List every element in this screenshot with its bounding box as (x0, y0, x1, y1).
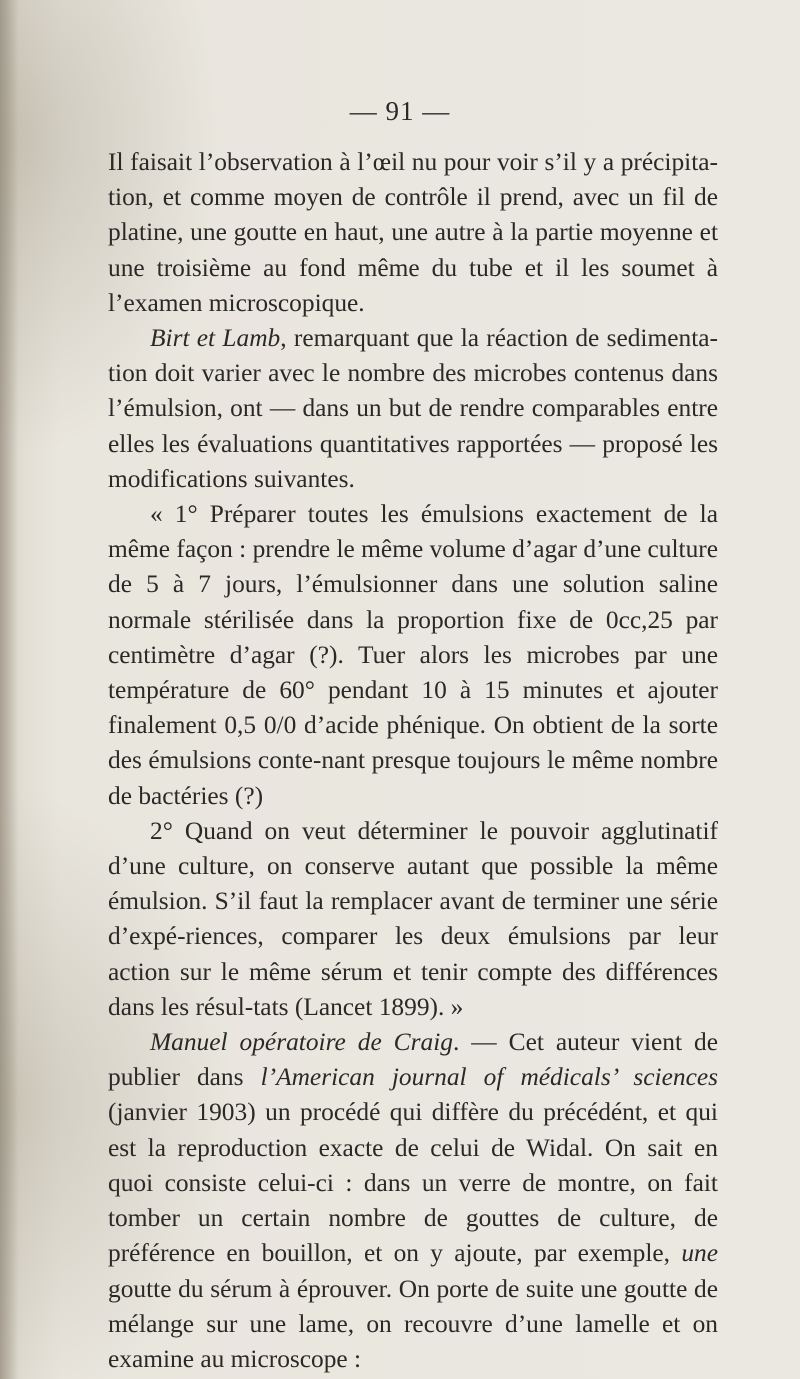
section-heading: Manuel opératoire de Craig (150, 1028, 453, 1057)
paragraph-step-1 (108, 497, 718, 814)
paragraph-text: , remarquant que la réaction de sedimenta-tion doit varier avec le nombre des microbes contenus dans l’émulsion, ont — dans un but de rendre comparables entre elles les évaluations quantitatives rapportées — proposé les modifications suivantes. (108, 324, 718, 493)
paragraph-text: « 1° Préparer toutes les émulsions exactement de la même façon : prendre le même volume d’agar d’une culture de 5 à 7 jours, l’émulsionner dans une solution saline normale stérilisée dans la proportion fixe de 0cc,25 par centimètre d’agar (?). Tuer alors les microbes par une température de 60° pendant 10 à 15 minutes et ajouter finalement 0,5 0/0 d’acide phénique. On obtient de la sorte des émulsions conte-nant presque toujours le même nombre de bactéries (?) (108, 500, 718, 810)
paragraph-text: Il faisait l’observation à l’œil nu pour voir s’il y a précipita-tion, et comme moyen de contrôle il prend, avec un fil de platine, une goutte en haut, une autre à la partie moyenne et une troisième au fond même du tube et il les soumet à l’examen microscopique. (108, 148, 718, 317)
paragraph-step-2 (108, 814, 718, 1025)
paragraph-craig (108, 1025, 718, 1377)
journal-title: l’American journal of médicals’ sciences (260, 1063, 718, 1092)
binding-shadow (0, 0, 18, 1379)
paragraph-text: (janvier 1903) un procédé qui diffère du précédént, et qui est la reproduction exacte de celui de Widal. On sait en quoi consiste celui-ci : dans un verre de montre, on fait tomber un certain nombre de gouttes de culture, de préférence en bouillon, et on y ajoute, par exemple, (108, 1098, 718, 1268)
paragraph-text: goutte du sérum à éprouver. On porte de suite une goutte de mélange sur une lame, on recouvre d’une lamelle et on examine au microscope : (108, 1274, 718, 1373)
body-text (108, 145, 718, 1377)
paragraph-text: 2° Quand on veut déterminer le pouvoir agglutinatif d’une culture, on conserve autant que possible la même émulsion. S’il faut la remplacer avant de terminer une série d’expé-riences, comparer les deux émulsions par leur action sur le même sérum et tenir compte des différences dans les résul-tats (Lancet 1899). » (108, 816, 718, 1021)
author-names: Birt et Lamb (150, 324, 281, 353)
paragraph-text: . — Cet auteur vient de publier dans (108, 1028, 718, 1092)
paragraph-observation (108, 145, 718, 321)
emphasis-word: une (681, 1239, 718, 1268)
paragraph-birt-lamb (108, 321, 718, 497)
page-number: — 91 — (349, 96, 451, 126)
